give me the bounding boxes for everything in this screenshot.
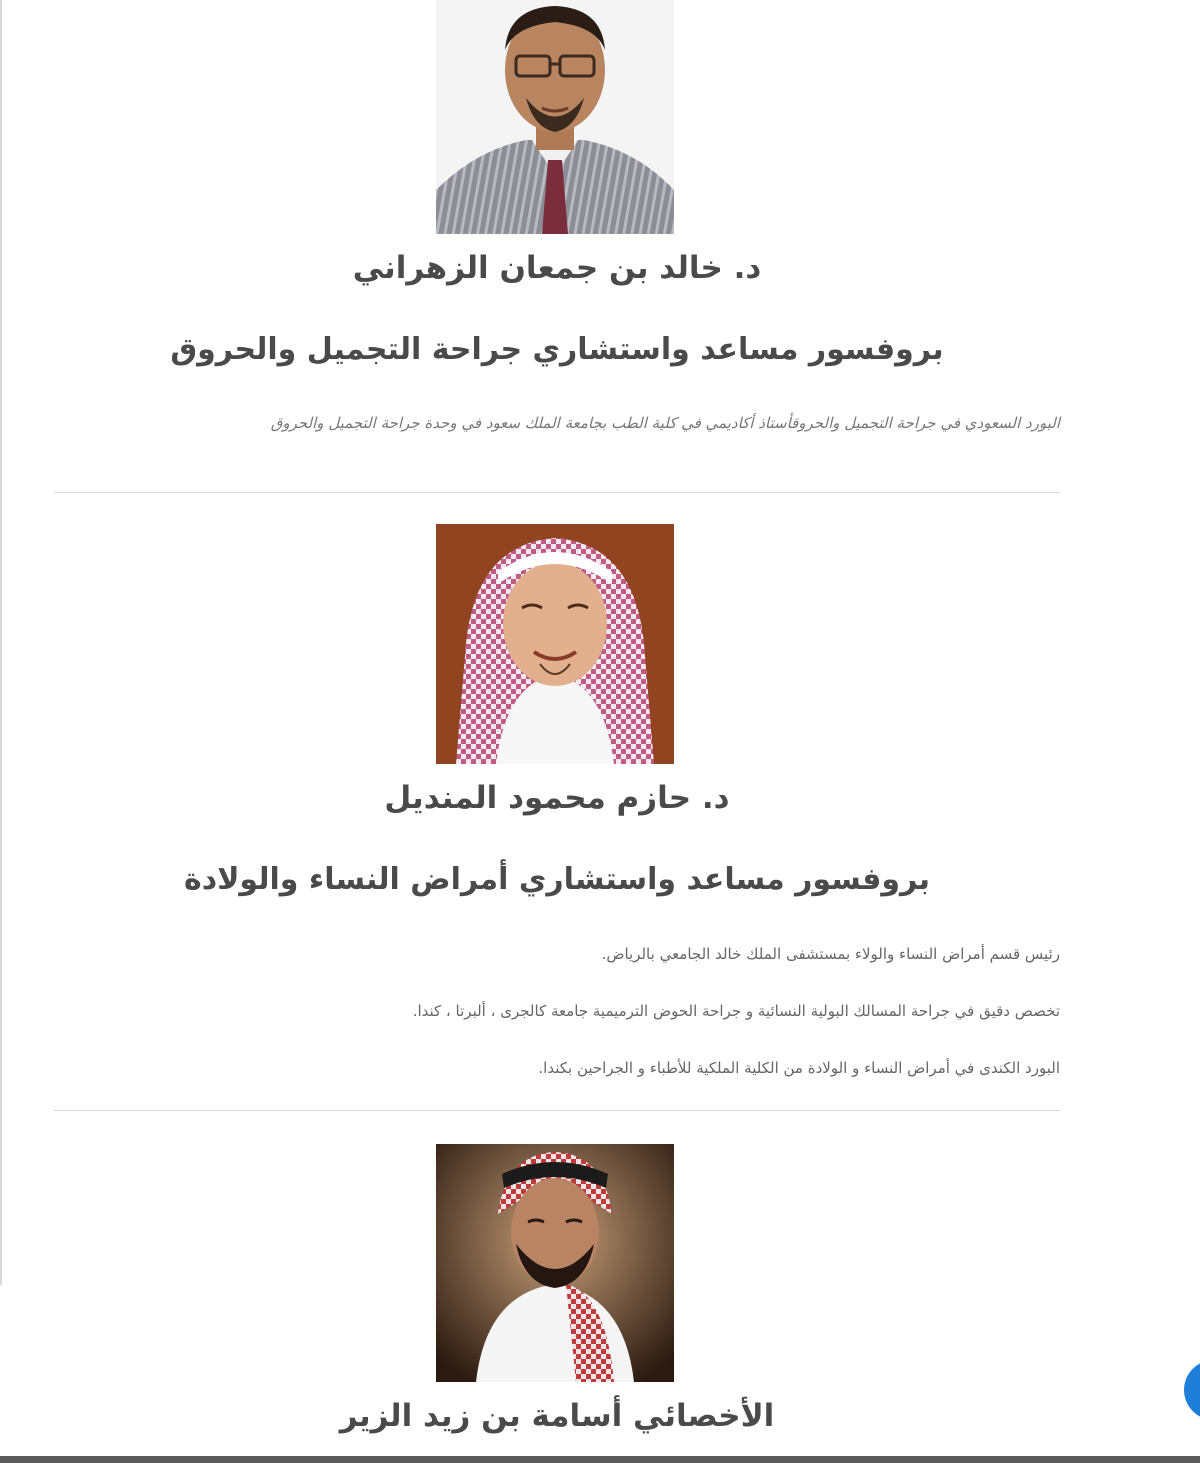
bottom-bar: [0, 1456, 1200, 1463]
section-divider-2: [54, 1110, 1060, 1111]
doctor-title-1: بروفسور مساعد واستشاري جراحة التجميل والحروق: [170, 332, 944, 367]
doctor-detail-2-1: رئيس قسم أمراض النساء والولاء بمستشفى الملك خالد الجامعي بالرياض.: [601, 945, 1060, 963]
doctor-detail-2-2: تخصص دقيق في جراحة المسالك البولية النسائية و جراحة الحوض الترميمية جامعة كالجرى ، ألبرتا ، كندا.: [412, 1002, 1060, 1020]
doctor-photo-2: [436, 524, 674, 764]
doctor-name-3: الأخصائي أسامة بن زيد الزير: [339, 1398, 775, 1434]
doctor-description-1: البورد السعودي في جراحة التجميل والحروقأستاذ أكاديمي في كلية الطب بجامعة الملك سعود في وحدة جراحة التجميل والحروق: [270, 414, 1060, 432]
doctor-name-1: د. خالد بن جمعان الزهراني: [352, 250, 762, 286]
page-left-border: [0, 0, 2, 1285]
doctor-photo-1: [436, 0, 674, 234]
doctor-detail-2-3: البورد الكندى في أمراض النساء و الولادة من الكلية الملكية للأطباء و الجراحين بكندا.: [538, 1059, 1060, 1077]
doctor-title-2: بروفسور مساعد واستشاري أمراض النساء والولادة: [183, 862, 930, 897]
doctor-name-2: د. حازم محمود المنديل: [384, 780, 730, 816]
section-divider-1: [54, 492, 1060, 493]
chat-icon[interactable]: [1184, 1360, 1200, 1420]
doctor-photo-3: [436, 1144, 674, 1382]
